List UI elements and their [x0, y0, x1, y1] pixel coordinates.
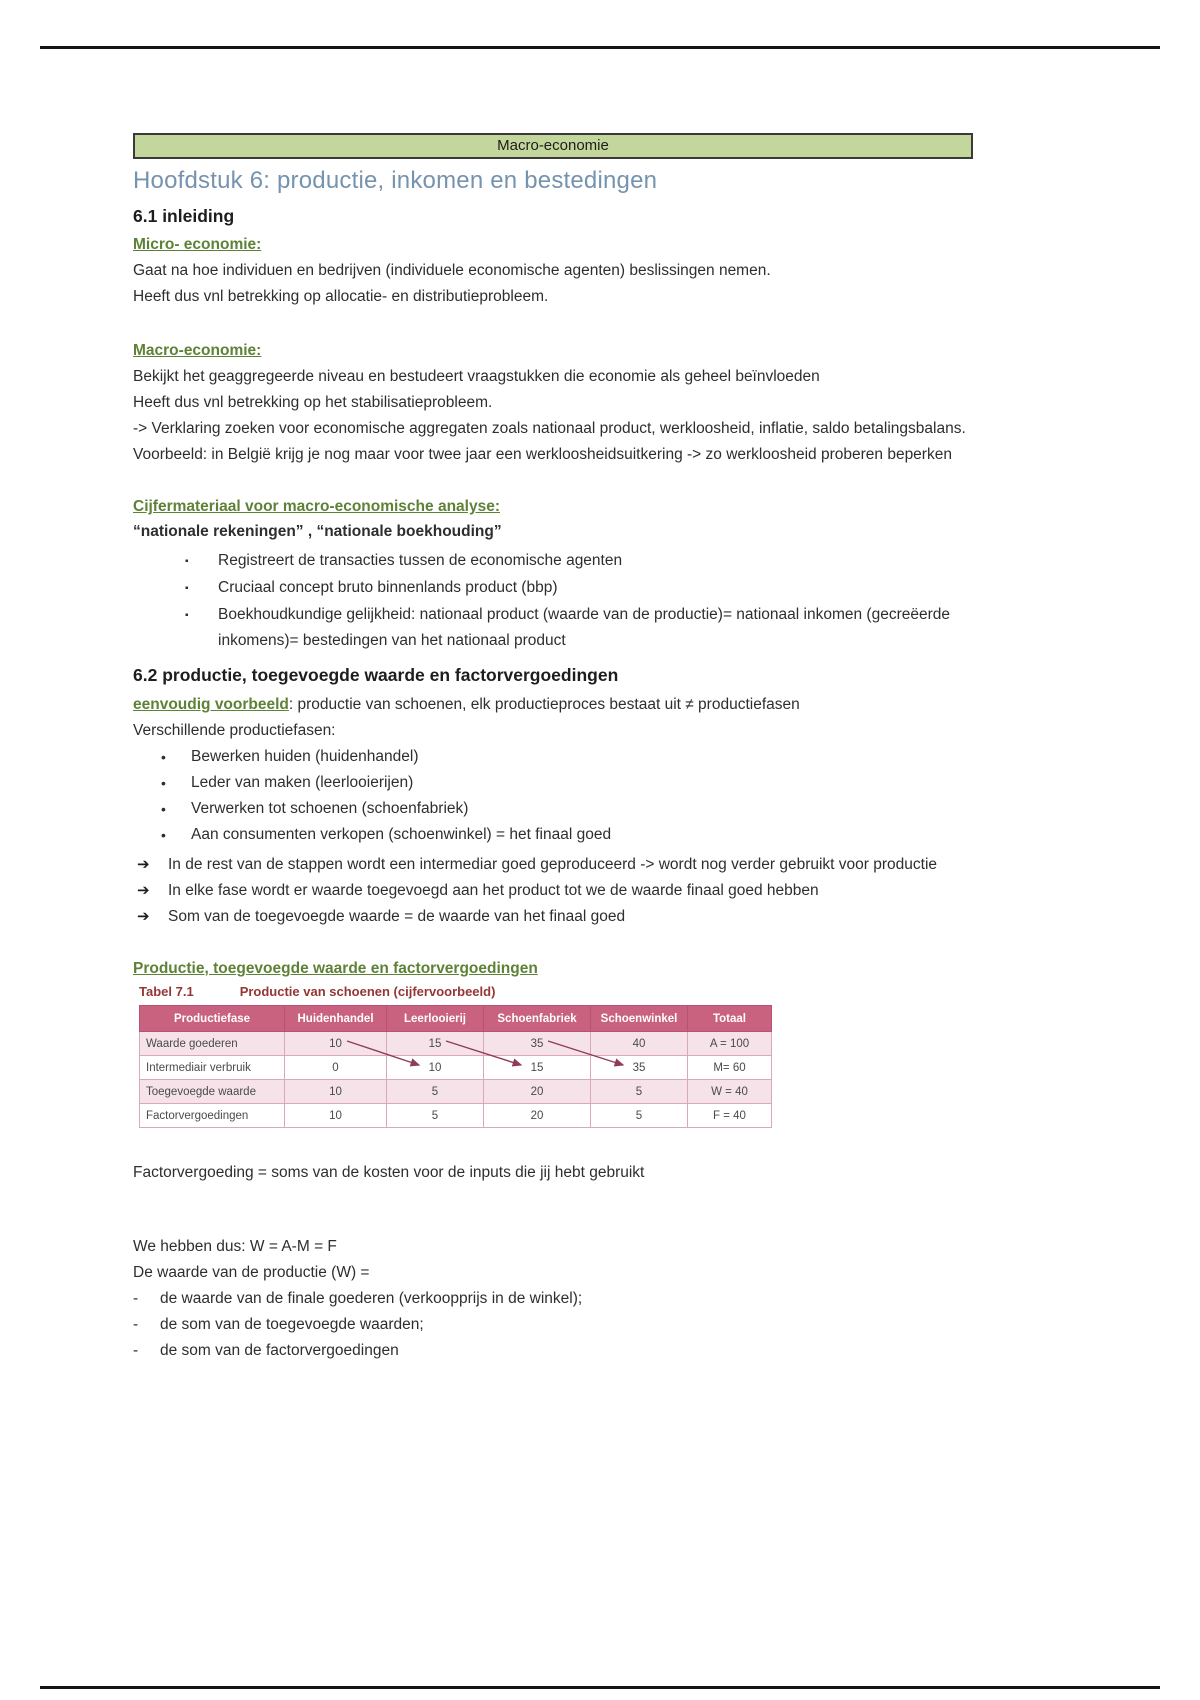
- arrow-point-text: Som van de toegevoegde waarde = de waarde van het finaal goed: [168, 908, 626, 925]
- page-bottom-rule: [40, 1686, 1160, 1689]
- phases-intro: Verschillende productiefasen:: [133, 722, 336, 739]
- table-caption-label: Tabel 7.1: [139, 984, 194, 999]
- dash-bullet-icon: -: [133, 1290, 139, 1307]
- arrow-bullet-icon: ➔: [137, 882, 150, 899]
- cijfer-bullet-item: [133, 602, 973, 654]
- value-dash-text: de som van de toegevoegde waarden;: [160, 1316, 424, 1333]
- arrow-point-item: [133, 878, 973, 904]
- dash-bullet-icon: -: [133, 1342, 139, 1359]
- arrow-bullet-icon: ➔: [137, 856, 150, 873]
- phase-bullet-text: Verwerken tot schoenen (schoenfabriek): [191, 800, 469, 817]
- table-cell: 35: [591, 1056, 688, 1080]
- chapter-title: Hoofdstuk 6: productie, inkomen en bestedingen: [133, 167, 658, 194]
- phase-bullet-item: [133, 822, 973, 848]
- formula-intro: We hebben dus: W = A-M = F: [133, 1238, 337, 1255]
- cijfer-bullet-text: Registreert de transacties tussen de economische agenten: [218, 552, 623, 569]
- arrow-point-text: In elke fase wordt er waarde toegevoegd aan het product tot we de waarde finaal goed hebben: [168, 882, 819, 899]
- value-dash-item: [133, 1286, 973, 1312]
- table-cell: 10: [285, 1080, 387, 1104]
- phase-bullet-text: Bewerken huiden (huidenhandel): [191, 748, 419, 765]
- example-intro-text: : productie van schoenen, elk productieproces bestaat uit ≠ productiefasen: [288, 696, 800, 713]
- table-cell: Intermediair verbruik: [140, 1056, 285, 1080]
- arrow-point-text: In de rest van de stappen wordt een intermediar goed geproduceerd -> wordt nog verder gebruikt voor productie: [168, 856, 938, 873]
- table-cell: 10: [285, 1032, 387, 1056]
- table-cell: 15: [387, 1032, 484, 1056]
- table-cell: 5: [387, 1104, 484, 1128]
- table-cell: 20: [484, 1080, 591, 1104]
- table-cell: 5: [387, 1080, 484, 1104]
- table-cell: 40: [591, 1032, 688, 1056]
- value-dash-text: de waarde van de finale goederen (verkoopprijs in de winkel);: [160, 1290, 583, 1307]
- dash-bullet-icon: -: [133, 1316, 139, 1333]
- cijfer-bullet-text: Boekhoudkundige gelijkheid: nationaal product (waarde van de productie)= nationaal inkomen (gecreëerde inkomens)= bestedingen van het nationaal product: [218, 606, 951, 649]
- macro-line-2: Heeft dus vnl betrekking op het stabilisatieprobleem.: [133, 394, 493, 411]
- table-cell: F = 40: [688, 1104, 772, 1128]
- table-cell: A = 100: [688, 1032, 772, 1056]
- value-intro: De waarde van de productie (W) =: [133, 1264, 370, 1281]
- macro-economie-heading: Macro-economie:: [133, 342, 262, 359]
- cijfer-bullet-text: Cruciaal concept bruto binnenlands product (bbp): [218, 579, 558, 596]
- section-6-2-heading: 6.2 productie, toegevoegde waarde en factorvergoedingen: [133, 665, 619, 685]
- table-caption-text: Productie van schoenen (cijfervoorbeeld): [239, 984, 496, 999]
- table-cell: M= 60: [688, 1056, 772, 1080]
- cijfer-bullet-item: [133, 575, 973, 602]
- table-row-waarde-goederen: [140, 1032, 772, 1056]
- arrow-point-item: [133, 904, 973, 930]
- table-row-toegevoegde-waarde: [140, 1080, 772, 1104]
- round-bullet-icon: •: [161, 749, 166, 765]
- table-cell: Toegevoegde waarde: [140, 1080, 285, 1104]
- example-intro: [133, 692, 973, 718]
- table-caption: [139, 984, 973, 999]
- macro-line-3: -> Verklaring zoeken voor economische aggregaten zoals nationaal product, werkloosheid, inflatie, saldo betalingsbalans.: [133, 420, 966, 437]
- table-header-huidenhandel: Huidenhandel: [285, 1006, 387, 1032]
- production-table: [139, 1005, 772, 1128]
- phase-bullet-item: [133, 796, 973, 822]
- micro-line-1: Gaat na hoe individuen en bedrijven (individuele economische agenten) beslissingen nemen.: [133, 262, 771, 279]
- square-bullet-icon: ▪: [185, 556, 189, 567]
- table-section-heading: Productie, toegevoegde waarde en factorvergoedingen: [133, 960, 538, 977]
- nationale-rekeningen-subheading: “nationale rekeningen” , “nationale boekhouding”: [133, 523, 502, 540]
- macro-line-1: Bekijkt het geaggregeerde niveau en bestudeert vraagstukken die economie als geheel beïnvloeden: [133, 368, 820, 385]
- phase-bullet-text: Leder van maken (leerlooierijen): [191, 774, 414, 791]
- factorvergoeding-note: Factorvergoeding = soms van de kosten voor de inputs die jij hebt gebruikt: [133, 1164, 645, 1181]
- cijfermateriaal-heading: Cijfermateriaal voor macro-economische analyse:: [133, 498, 500, 515]
- table-header-productiefase: Productiefase: [140, 1006, 285, 1032]
- table-header-schoenwinkel: Schoenwinkel: [591, 1006, 688, 1032]
- macro-line-4: Voorbeeld: in België krijg je nog maar voor twee jaar een werkloosheidsuitkering -> zo werkloosheid proberen beperken: [133, 446, 952, 463]
- cijfer-bullet-item: [133, 548, 973, 575]
- arrow-bullet-icon: ➔: [137, 908, 150, 925]
- value-dash-item: [133, 1338, 973, 1364]
- table-cell: 0: [285, 1056, 387, 1080]
- phase-bullet-text: Aan consumenten verkopen (schoenwinkel) = het finaal goed: [191, 826, 612, 843]
- production-table-wrap: [139, 1005, 771, 1128]
- round-bullet-icon: •: [161, 801, 166, 817]
- value-dash-item: [133, 1312, 973, 1338]
- table-cell: 35: [484, 1032, 591, 1056]
- table-cell: 10: [387, 1056, 484, 1080]
- table-header-totaal: Totaal: [688, 1006, 772, 1032]
- table-header-schoenfabriek: Schoenfabriek: [484, 1006, 591, 1032]
- round-bullet-icon: •: [161, 775, 166, 791]
- micro-economie-heading: Micro- economie:: [133, 236, 262, 253]
- table-cell: 15: [484, 1056, 591, 1080]
- square-bullet-icon: ▪: [185, 583, 189, 594]
- table-row-intermediair-verbruik: [140, 1056, 772, 1080]
- table-row-factorvergoedingen: [140, 1104, 772, 1128]
- section-6-1-heading: 6.1 inleiding: [133, 206, 235, 226]
- table-cell: 5: [591, 1080, 688, 1104]
- table-cell: Factorvergoedingen: [140, 1104, 285, 1128]
- micro-line-2: Heeft dus vnl betrekking op allocatie- en distributieprobleem.: [133, 288, 549, 305]
- round-bullet-icon: •: [161, 827, 166, 843]
- table-cell: W = 40: [688, 1080, 772, 1104]
- phase-bullet-item: [133, 770, 973, 796]
- square-bullet-icon: ▪: [185, 610, 189, 621]
- document-page: [133, 0, 973, 1364]
- arrow-point-item: [133, 852, 973, 878]
- table-cell: 20: [484, 1104, 591, 1128]
- table-header-row: [140, 1006, 772, 1032]
- table-cell: 5: [591, 1104, 688, 1128]
- table-header-leerlooierij: Leerlooierij: [387, 1006, 484, 1032]
- value-dash-text: de som van de factorvergoedingen: [160, 1342, 399, 1359]
- table-cell: 10: [285, 1104, 387, 1128]
- banner-macro-economie: Macro-economie: [133, 133, 973, 159]
- phase-bullet-item: [133, 744, 973, 770]
- table-cell: Waarde goederen: [140, 1032, 285, 1056]
- example-intro-label: eenvoudig voorbeeld: [133, 696, 289, 713]
